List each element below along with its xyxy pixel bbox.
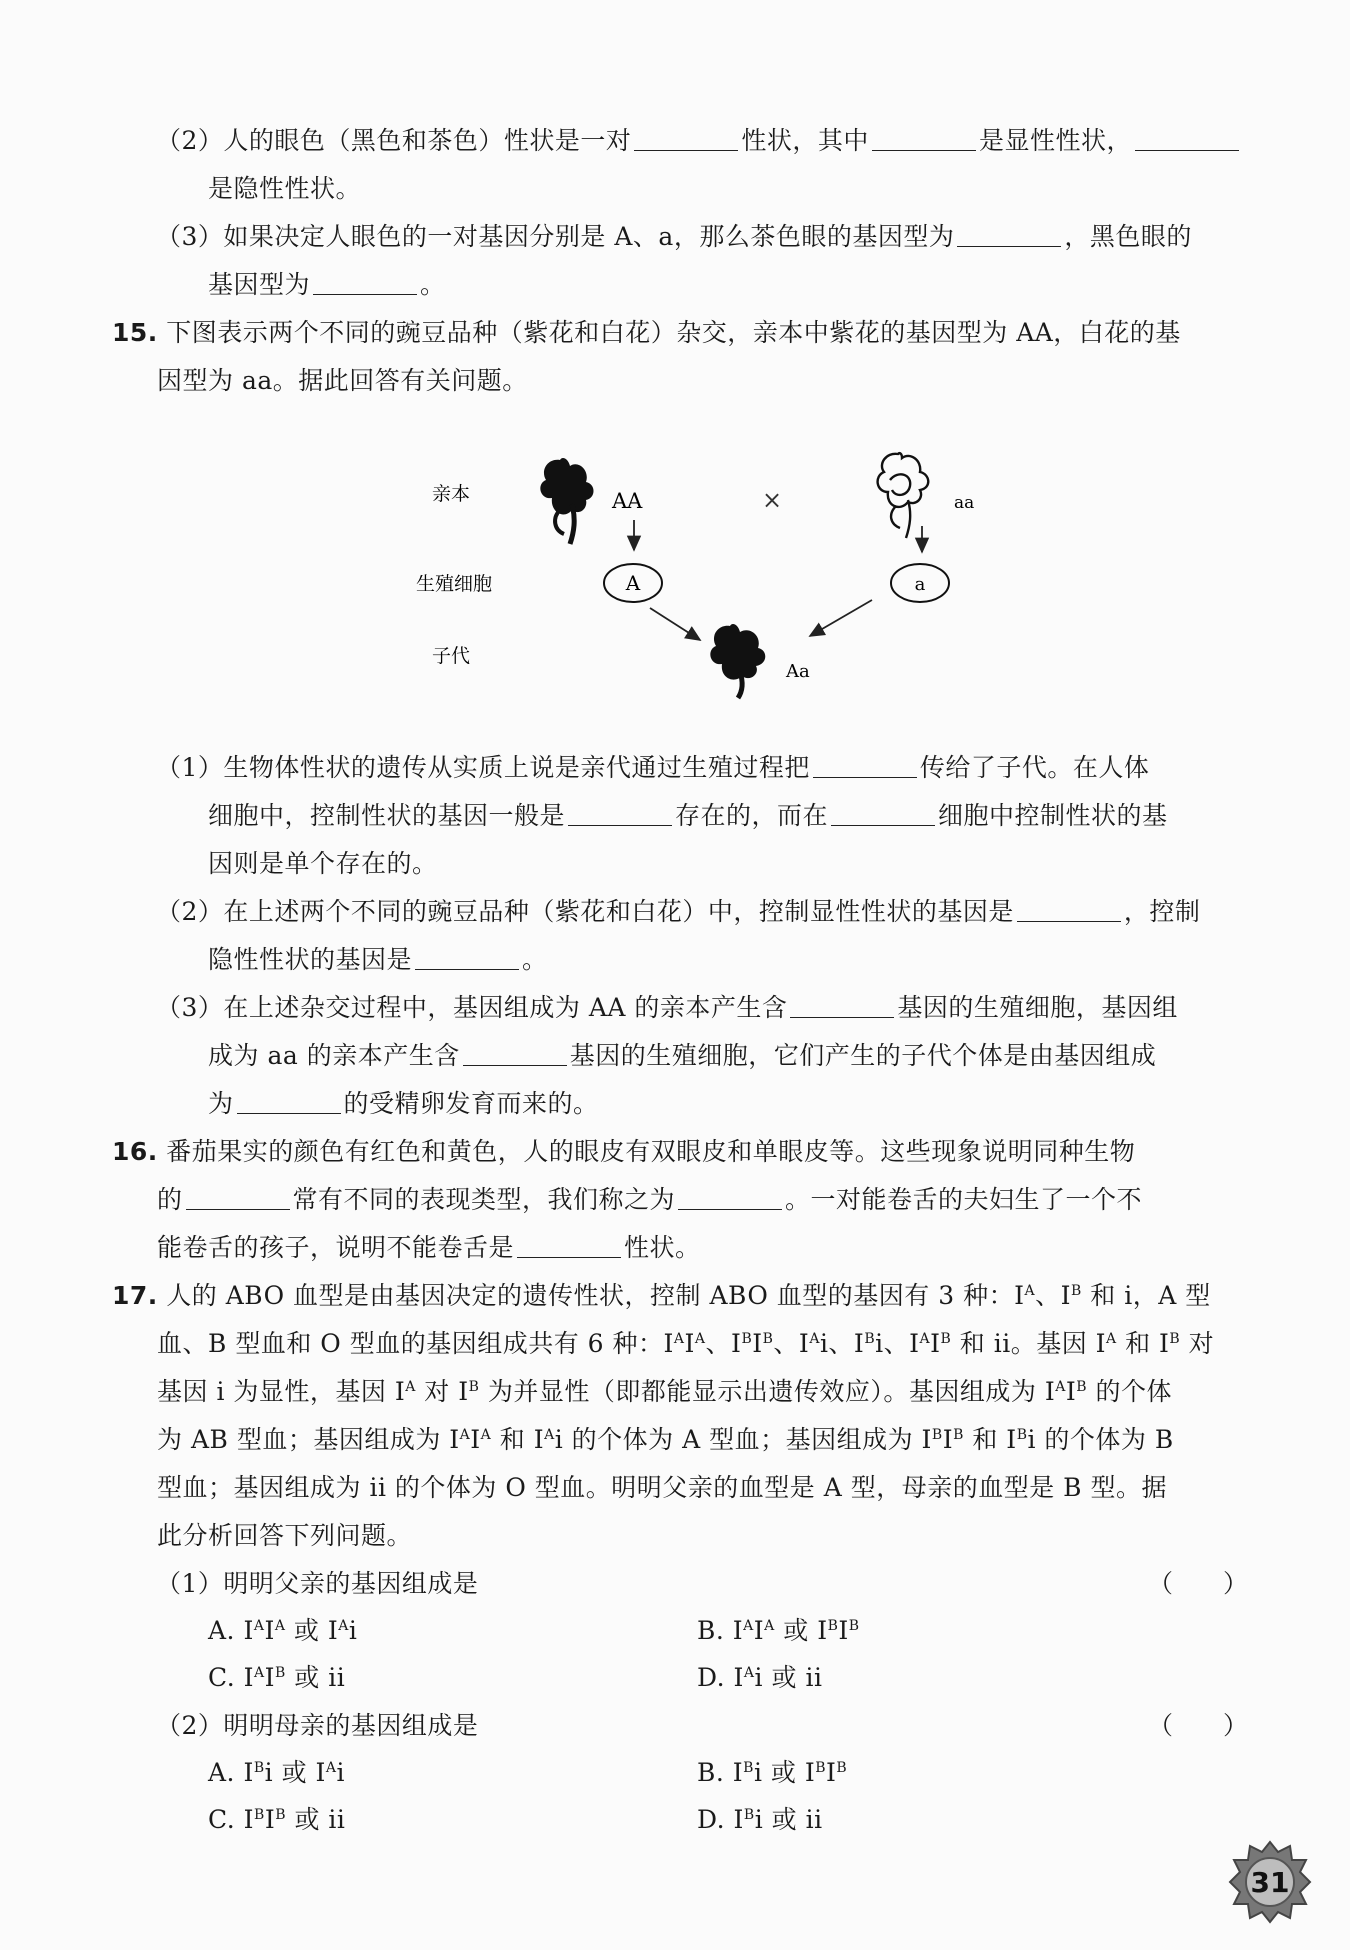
q17-sub1-option-b[interactable]: B. $I^AI^A$ 或 $I^BI^B$ [697,1616,860,1645]
page-number: 31 [1250,1865,1290,1899]
q15-part3-line3: 为 的受精卵发育而来的。 [208,1089,599,1118]
offspring-flower-icon [710,624,765,698]
cross-sign: × [762,486,783,514]
answer-paren[interactable]: （ ） [1148,1569,1249,1598]
pea-cross-diagram [400,440,1020,700]
answer-blank[interactable] [1135,126,1239,151]
answer-blank[interactable] [678,1185,782,1210]
gamete-left-label: A [625,571,641,595]
q16-line3: 能卷舌的孩子，说明不能卷舌是 性状。 [157,1233,701,1262]
q15-part3-line2: 成为 aa 的亲本产生含 基因的生殖细胞，它们产生的子代个体是由基因组成 [208,1041,1157,1070]
q17-sub2-option-b[interactable]: B. $I^Bi$ 或 $I^BI^B$ [697,1758,848,1787]
answer-blank[interactable] [1017,897,1121,922]
q17-sub2-option-a[interactable]: A. $I^Bi$ 或 $I^Ai$ [208,1758,346,1787]
question-number: 16. [112,1137,158,1166]
gamete-right-label: a [914,574,926,595]
q14-part2-line2: 是隐性性状。 [208,174,362,203]
q16-line1: 16. 番茄果实的颜色有红色和黄色，人的眼皮有双眼皮和单眼皮等。这些现象说明同种生物 [112,1137,1136,1166]
q17-line3: 基因 i 为显性，基因 $I^A$ 对 $I^B$ 为并显性（即都能显示出遗传效应）。基因组成为 $I^AI^B$ 的个体 [157,1377,1172,1406]
question-number: 15. [112,318,158,347]
q17-line6: 此分析回答下列问题。 [157,1521,413,1550]
answer-blank[interactable] [872,126,976,151]
q17-sub2-stem: （2）明明母亲的基因组成是 [156,1711,479,1740]
answer-blank[interactable] [463,1041,567,1066]
parent2-genotype: aa [954,493,975,513]
answer-blank[interactable] [237,1089,341,1114]
q17-sub2-option-d[interactable]: D. $I^Bi$ 或 ii [697,1805,823,1834]
q15-part1-line3: 因则是单个存在的。 [208,849,438,878]
q17-line4: 为 AB 型血；基因组成为 $I^AI^A$ 和 $I^Ai$ 的个体为 A 型血；基因组成为 $I^BI^B$ 和 $I^Bi$ 的个体为 B [157,1425,1174,1454]
purple-flower-icon [540,458,593,544]
q17-line1: 17. 人的 ABO 血型是由基因决定的遗传性状，控制 ABO 血型的基因有 3 种：$I^A$、$I^B$ 和 i，A 型 [112,1281,1211,1310]
q15-part2-line2: 隐性性状的基因是 。 [208,945,548,974]
q17-sub1-option-d[interactable]: D. $I^Ai$ 或 ii [697,1663,823,1692]
q15-stem-line1: 15. 下图表示两个不同的豌豆品种（紫花和白花）杂交，亲本中紫花的基因型为 AA，白花的基 [112,318,1181,347]
q17-sub1-option-c[interactable]: C. $I^AI^B$ 或 ii [208,1663,346,1692]
q15-part3-line1: （3）在上述杂交过程中，基因组成为 AA 的亲本产生含 基因的生殖细胞，基因组 [156,993,1178,1022]
answer-blank[interactable] [415,945,519,970]
answer-blank[interactable] [186,1185,290,1210]
q14-part3-line1: （3）如果决定人眼色的一对基因分别是 A、a，那么茶色眼的基因型为 ，黑色眼的 [156,222,1192,251]
q16-line2: 的 常有不同的表现类型，我们称之为 。一对能卷舌的夫妇生了一个不 [157,1185,1143,1214]
q17-line2: 血、B 型血和 O 型血的基因组成共有 6 种：$I^AI^A$、$I^BI^B$、$I^Ai$、$I^Bi$、$I^AI^B$ 和 ii。基因 $I^A$ 和 $I^B$ 对 [157,1329,1215,1358]
answer-blank[interactable] [517,1233,621,1258]
answer-blank[interactable] [568,801,672,826]
q15-stem-line2: 因型为 aa。据此回答有关问题。 [157,366,528,395]
q15-part1-line2: 细胞中，控制性状的基因一般是 存在的，而在 细胞中控制性状的基 [208,801,1168,830]
q17-line5: 型血；基因组成为 ii 的个体为 O 型血。明明父亲的血型是 A 型，母亲的血型是 B 型。据 [157,1473,1167,1502]
arrow-right-to-offspring [810,600,872,636]
q15-part2-line1: （2）在上述两个不同的豌豆品种（紫花和白花）中，控制显性性状的基因是 ，控制 [156,897,1201,926]
row-label-offspring: 子代 [432,645,471,667]
answer-blank[interactable] [813,753,917,778]
row-label-parent: 亲本 [432,483,471,505]
question-number: 17. [112,1281,158,1310]
q17-sub1-stem: （1）明明父亲的基因组成是 [156,1569,479,1598]
row-label-gamete: 生殖细胞 [416,573,493,595]
q14-part2-line1: （2）人的眼色（黑色和茶色）性状是一对 性状，其中 是显性性状， [156,124,1242,158]
q17-sub1-option-a[interactable]: A. $I^AI^A$ 或 $I^Ai$ [208,1616,358,1645]
q14-part3-line2: 基因型为 。 [208,270,446,299]
answer-blank[interactable] [831,801,935,826]
parent1-genotype: AA [612,489,643,513]
answer-blank[interactable] [313,270,417,295]
q17-sub2-option-c[interactable]: C. $I^BI^B$ 或 ii [208,1805,346,1834]
offspring-genotype: Aa [786,661,810,682]
arrow-left-to-offspring [650,608,700,640]
answer-paren[interactable]: （ ） [1148,1711,1249,1740]
q15-part1-line1: （1）生物体性状的遗传从实质上说是亲代通过生殖过程把 传给了子代。在人体 [156,753,1150,782]
answer-blank[interactable] [634,126,738,151]
answer-blank[interactable] [790,993,894,1018]
white-flower-icon [878,453,929,538]
answer-blank[interactable] [957,222,1061,247]
